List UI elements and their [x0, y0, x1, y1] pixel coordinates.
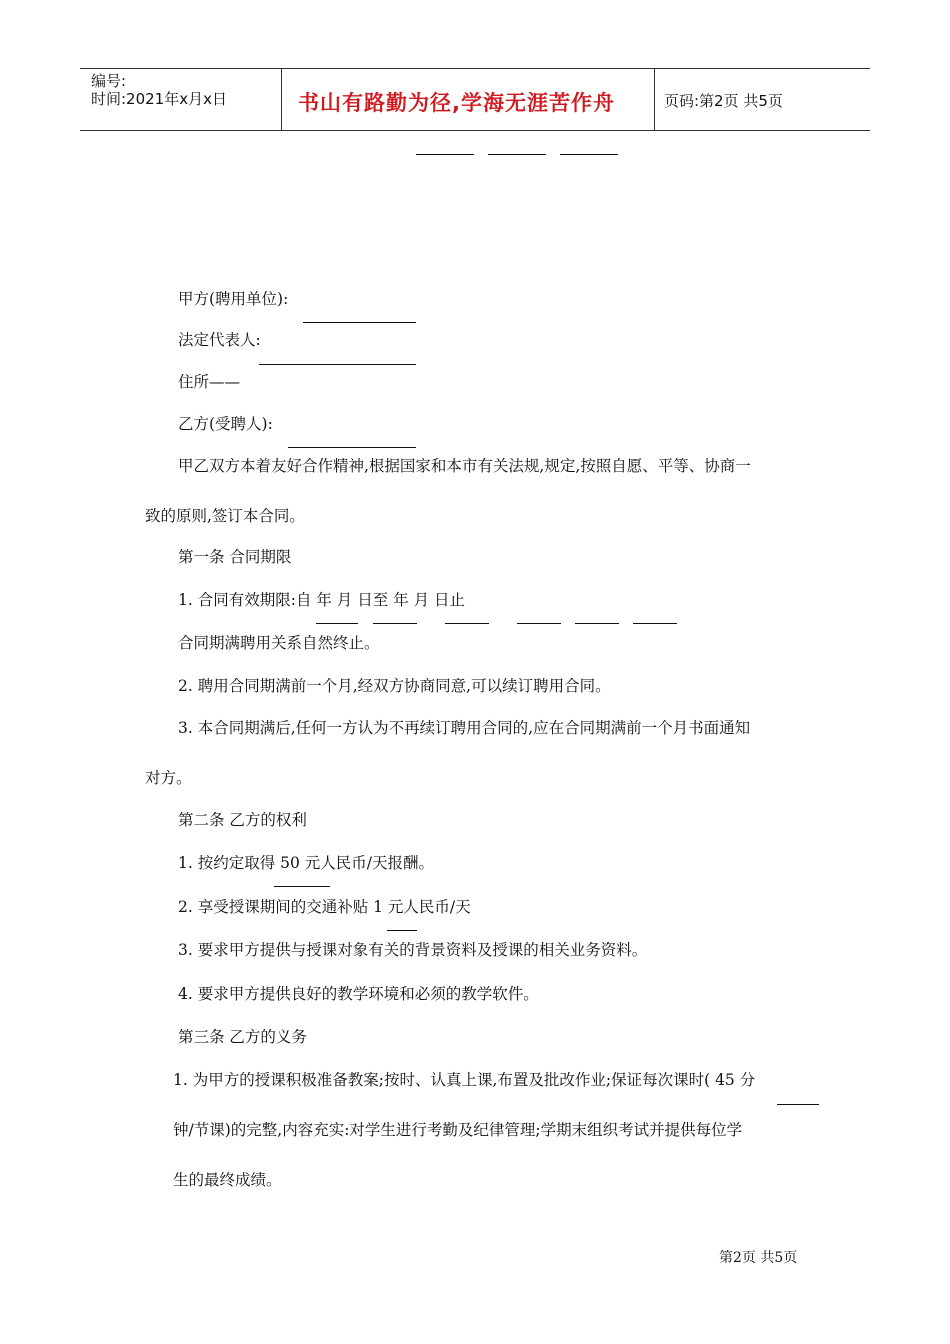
party-b-fill-line — [288, 447, 416, 448]
date-fill-line — [373, 623, 417, 624]
article-2-item-2: 2. 享受授课期间的交通补贴 1 元人民币/天 — [178, 898, 471, 916]
article-1-item-3-line-1: 3. 本合同期满后,任何一方认为不再续订聘用合同的,应在合同期满前一个月书面通知 — [178, 719, 751, 737]
article-3-item-1-line-3: 生的最终成绩。 — [173, 1171, 282, 1189]
preamble-line-2: 致的原则,签订本合同。 — [145, 507, 305, 525]
party-b-label: 乙方(受聘人): — [178, 415, 273, 433]
article-2-item-1: 1. 按约定取得 50 元人民币/天报酬。 — [178, 854, 435, 872]
date-fill-line — [445, 623, 489, 624]
date-fill-line — [633, 623, 677, 624]
article-1-title: 第一条 合同期限 — [178, 548, 292, 566]
allowance-fill-line — [387, 930, 417, 931]
article-3-title: 第三条 乙方的义务 — [178, 1028, 307, 1046]
article-1-item-3-line-2: 对方。 — [145, 769, 192, 787]
date-fill-line — [575, 623, 619, 624]
blank-line — [488, 154, 546, 155]
date-fill-line — [316, 623, 358, 624]
article-2-item-3: 3. 要求甲方提供与授课对象有关的背景资料及授课的相关业务资料。 — [178, 941, 648, 959]
party-a-fill-line — [303, 322, 416, 323]
article-2-item-4: 4. 要求甲方提供良好的教学环境和必须的教学软件。 — [178, 985, 539, 1003]
legal-rep-label: 法定代表人: — [178, 331, 261, 349]
class-hours-fill-line — [777, 1104, 819, 1105]
footer-page-number: 第2页 共5页 — [719, 1250, 798, 1266]
blank-line — [560, 154, 618, 155]
remuneration-fill-line — [274, 886, 330, 887]
article-3-item-1-line-2: 钟/节课)的完整,内容充实:对学生进行考勤及纪律管理;学期末组织考试并提供每位学 — [173, 1121, 743, 1139]
preamble-line-1: 甲乙双方本着友好合作精神,根据国家和本市有关法规,规定,按照自愿、平等、协商一 — [178, 457, 751, 475]
article-1-item-1-note: 合同期满聘用关系自然终止。 — [178, 634, 380, 652]
header-divider — [281, 69, 282, 130]
header-number-label: 编号: — [91, 72, 127, 90]
header-motto: 书山有路勤为径,学海无涯苦作舟 — [298, 91, 615, 115]
article-3-item-1-line-1: 1. 为甲方的授课积极准备教案;按时、认真上课,布置及批改作业;保证每次课时( 45 分 — [173, 1071, 756, 1089]
article-1-item-1: 1. 合同有效期限:自 年 月 日至 年 月 日止 — [178, 591, 466, 609]
header-divider — [654, 69, 655, 130]
date-fill-line — [517, 623, 561, 624]
header-time-label: 时间:2021年x月x日 — [91, 90, 227, 108]
blank-line — [416, 154, 474, 155]
address-label: 住所—— — [178, 373, 241, 391]
page-header — [80, 68, 870, 131]
article-2-title: 第二条 乙方的权利 — [178, 811, 307, 829]
legal-rep-fill-line — [259, 364, 416, 365]
header-page-label: 页码:第2页 共5页 — [664, 92, 783, 110]
party-a-label: 甲方(聘用单位): — [178, 290, 289, 308]
article-1-item-2: 2. 聘用合同期满前一个月,经双方协商同意,可以续订聘用合同。 — [178, 677, 611, 695]
